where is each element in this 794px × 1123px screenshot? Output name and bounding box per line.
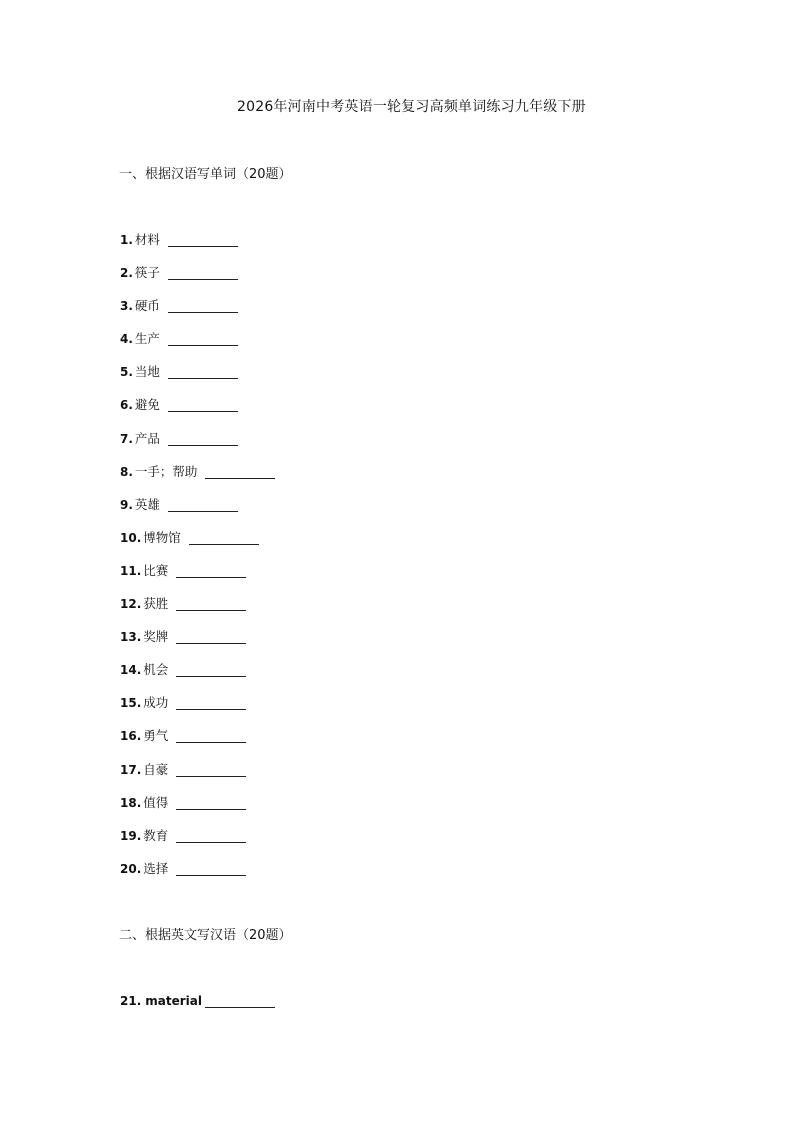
question-word: 比赛 bbox=[143, 562, 169, 578]
question-item bbox=[120, 364, 275, 397]
answer-blank[interactable] bbox=[205, 995, 275, 1008]
answer-blank[interactable] bbox=[168, 433, 238, 446]
question-item bbox=[120, 265, 275, 298]
question-number: 9. bbox=[120, 497, 133, 512]
answer-blank[interactable] bbox=[176, 830, 246, 843]
question-item bbox=[120, 629, 275, 662]
question-number: 18. bbox=[120, 795, 142, 810]
question-item bbox=[120, 762, 275, 795]
question-item bbox=[120, 464, 275, 497]
question-number: 10. bbox=[120, 530, 142, 545]
question-number: 11. bbox=[120, 563, 142, 578]
question-word: 材料 bbox=[134, 232, 160, 247]
question-number: 2. bbox=[120, 266, 133, 281]
question-word: 机会 bbox=[143, 662, 169, 678]
answer-blank[interactable] bbox=[168, 234, 238, 247]
question-word: 硬币 bbox=[134, 298, 160, 314]
question-list-section-1 bbox=[120, 232, 275, 894]
question-number: 15. bbox=[120, 696, 142, 711]
question-word: 成功 bbox=[143, 695, 169, 711]
answer-blank[interactable] bbox=[176, 664, 246, 677]
question-word: 英雄 bbox=[134, 496, 160, 512]
question-item bbox=[120, 331, 275, 364]
question-word: 避免 bbox=[134, 397, 160, 413]
answer-blank[interactable] bbox=[176, 764, 246, 777]
question-word: 获胜 bbox=[143, 596, 169, 612]
question-number: 7. bbox=[120, 431, 133, 446]
question-word: 产品 bbox=[134, 430, 160, 446]
section-heading-chinese-to-english: 一、根据汉语写单词（20题） bbox=[119, 167, 292, 182]
question-item bbox=[120, 298, 275, 331]
question-item bbox=[120, 431, 275, 464]
answer-blank[interactable] bbox=[176, 631, 246, 644]
answer-blank[interactable] bbox=[176, 797, 246, 810]
answer-blank[interactable] bbox=[189, 532, 259, 545]
question-word: 筷子 bbox=[134, 265, 160, 281]
question-number: 5. bbox=[120, 365, 133, 380]
answer-blank[interactable] bbox=[168, 366, 238, 379]
answer-blank[interactable] bbox=[168, 499, 238, 512]
question-number: 16. bbox=[120, 729, 142, 744]
answer-blank[interactable] bbox=[168, 399, 238, 412]
question-number: 17. bbox=[120, 762, 142, 777]
question-item bbox=[120, 497, 275, 530]
question-word: 值得 bbox=[143, 794, 169, 810]
question-number: 6. bbox=[120, 398, 133, 413]
answer-blank[interactable] bbox=[176, 598, 246, 611]
question-item bbox=[120, 728, 275, 761]
question-item bbox=[120, 530, 275, 563]
page-title: 2026年河南中考英语一轮复习高频单词练习九年级下册 bbox=[237, 99, 586, 115]
question-word: 自豪 bbox=[143, 761, 169, 777]
question-item bbox=[120, 695, 275, 728]
question-item bbox=[120, 397, 275, 430]
answer-blank[interactable] bbox=[168, 300, 238, 313]
answer-blank[interactable] bbox=[176, 565, 246, 578]
answer-blank[interactable] bbox=[168, 333, 238, 346]
question-item bbox=[120, 596, 275, 629]
question-item bbox=[120, 662, 275, 695]
question-number: 3. bbox=[120, 299, 133, 314]
question-number: 8. bbox=[120, 464, 133, 479]
question-number: 21. bbox=[120, 994, 142, 1008]
answer-blank[interactable] bbox=[168, 267, 238, 280]
question-number: 4. bbox=[120, 332, 133, 347]
answer-blank[interactable] bbox=[176, 697, 246, 710]
question-number: 13. bbox=[120, 630, 142, 645]
question-word: 勇气 bbox=[143, 728, 169, 744]
question-number: 14. bbox=[120, 663, 142, 678]
question-item bbox=[120, 563, 275, 596]
question-item bbox=[120, 993, 275, 1009]
question-item bbox=[120, 795, 275, 828]
answer-blank[interactable] bbox=[176, 730, 246, 743]
question-number: 1. bbox=[120, 233, 133, 247]
question-word: 选择 bbox=[143, 860, 169, 876]
question-item bbox=[120, 861, 275, 894]
question-word: 当地 bbox=[134, 364, 160, 380]
question-number: 12. bbox=[120, 597, 142, 612]
question-word: 博物馆 bbox=[143, 529, 181, 545]
question-item bbox=[120, 232, 275, 265]
question-number: 20. bbox=[120, 861, 142, 876]
answer-blank[interactable] bbox=[205, 466, 275, 479]
question-word: 生产 bbox=[134, 331, 160, 347]
question-word: 一手；帮助 bbox=[134, 463, 198, 479]
question-word: material bbox=[145, 994, 202, 1008]
question-number: 19. bbox=[120, 828, 142, 843]
question-item bbox=[120, 828, 275, 861]
question-word: 教育 bbox=[143, 827, 169, 843]
answer-blank[interactable] bbox=[176, 863, 246, 876]
section-heading-english-to-chinese: 二、根据英文写汉语（20题） bbox=[119, 928, 292, 943]
question-word: 奖牌 bbox=[143, 629, 169, 645]
